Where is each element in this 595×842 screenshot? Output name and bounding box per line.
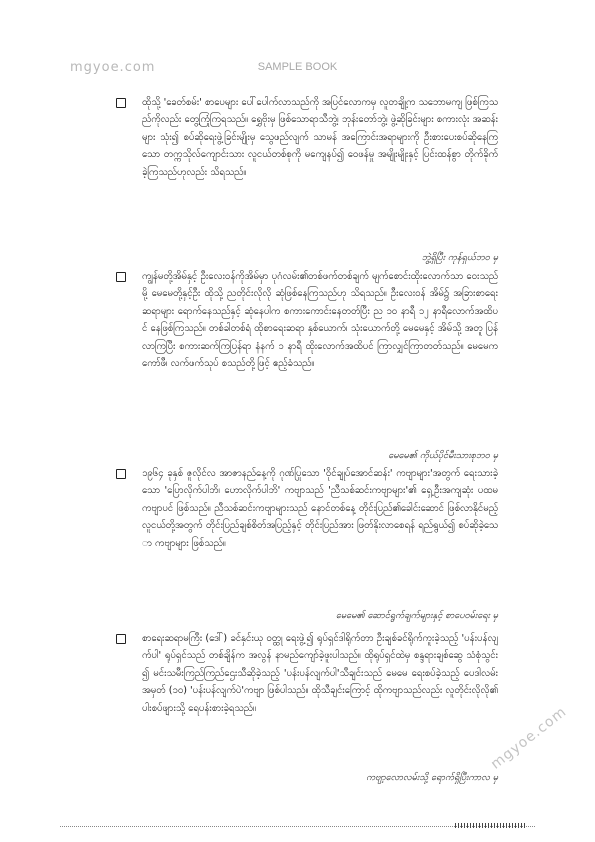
excerpt-source: ကဗျာ့လောလမ်းသို့ ရောက်ရှိပြီးကာလ မှ bbox=[366, 772, 498, 783]
excerpt-text: စာရေးဆရာမကြီး (ဒေါ်) ခင်နှင်းယု ဝတ္ထု ရေးဖွဲ့၍ ရုပ်ရှင်ဒါရိုက်တာ ဦးချစ်ခင်ရိုက်ကူးခဲ့သည့် 'ပန်းပန်လျက်ပါ' ရုပ်ရှင်သည် တစ်ချိန်က အလွန် နာမည်ကျော်ခဲ့ဖူးပါသည်။ ထိုရုပ်ရှင်ထဲမှ စန္ဒရားချစ်ဆွေ သံစုံသွင်း၍ မင်းသမီးကြည်ကြည်ဌေးသီဆိုခဲ့သည့် 'ပန်းပန်လျက်ပါ'သီချင်းသည် မေမေ ရေးစပ်ခဲ့သည့် ပေဒါလမ်းအမှတ် (၁၀) 'ပန်းပန်လျက်ပဲ'ကဗျာ ဖြစ်ပါသည်။ ထိုသီချင်းကြောင့် ထိုကဗျာသည်လည်း လူတိုင်းလိုလို၏ ပါးစပ်ဖျားသို့ ရေပန်းစားခဲ့ရသည်။ bbox=[142, 633, 498, 714]
bottom-scan-mark bbox=[455, 823, 525, 828]
excerpt-3 bbox=[118, 465, 498, 621]
checkbox-bullet-icon bbox=[116, 98, 126, 108]
checkbox-bullet-icon bbox=[116, 272, 126, 282]
excerpt-text: ကျွန်မတို့အိမ်နှင့် ဦးလေးဝန်ကိုအိမ်မှာ ပုဂံလမ်း၏တစ်ဖက်တစ်ချက် မျက်စောင်းထိုးလောက်သာ ဝေးသည်မို့ မေမေတို့နှင့်ဦး ထိုသို့ ညတိုင်းလိုလို ဆုံဖြစ်နေကြသည်ဟု သိရသည်။ ဦးလေးဝန် အိမ်၌ အခြားစာရေးဆရာများ ရောက်နေသည်နှင့် ဆုံနေပါက စကားကောင်းနေတတ်ပြီး ည ၁၀ နာရီ ၁၂ နာရီလောက်အထိပင် နေဖြစ်ကြသည်။ တစ်ခါတစ်ရံ ထိုစာရေးဆရာ နှစ်ယောက်၊ သုံးယောက်တို့ မေမေနှင့် အိမ်သို့ အတူ ပြန်လာကြပြီး စကားဆက်ကြပြန်ရာ နံနက် ၁ နာရီ ထိုးလောက်အထိပင် ကြာလျှင်ကြာတတ်သည်။ မေမေကကော်ဖီ၊ လက်ဖက်သုပ် စသည်တို့ဖြင့် ဧည့်ခံသည်။ bbox=[142, 271, 498, 370]
page-header-title: SAMPLE BOOK bbox=[257, 61, 338, 73]
checkbox-bullet-icon bbox=[116, 634, 126, 644]
excerpt-source: မေမေ၏ ဆောင်ရွက်ချက်များနှင့် စာပေဝမ်းရေး မှ bbox=[335, 610, 498, 621]
excerpt-source: ဘွဲ့ရှိပြီး ကုန်ရှယ်ဘဝ မှ bbox=[421, 252, 498, 263]
watermark-diagonal: mgyoe.com bbox=[488, 703, 570, 773]
excerpt-4 bbox=[118, 630, 498, 783]
checkbox-bullet-icon bbox=[116, 469, 126, 479]
excerpt-text: ၁၉၆၄ ခုနှစ် ဇူလိုင်လ အာဇာနည်နေ့ကို ဂုဏ်ပြုသော 'ဝိုင်ချုပ်အောင်ဆန်း' ကဗျာများ'အတွက် ရေးသားခဲ့သော 'ပြောလိုက်ပါဘိ၊ ဟောလိုက်ပါဘိ' ကဗျာသည် 'ညီသစ်ဆင်းကဗျာများ'၏ ရှေ့ဦးအကျဆုံး ပထမကဗျာပင် ဖြစ်သည်။ ညီသစ်ဆင်းကဗျာများသည် နောင်တစ်နေ့ တိုင်းပြည်၏ခေါင်းဆောင် ဖြစ်လာနိုင်မည့် လူငယ်တို့အတွက် တိုင်းပြည်ချစ်စိတ်အပြည့်နှင့် တိုင်းပြည်အား ဖြတ်နိုးလာစေရန် ရည်ရွယ်၍ စပ်ဆိုခဲ့သော ကဗျာများ ဖြစ်သည်။ bbox=[142, 468, 498, 549]
excerpt-1 bbox=[118, 94, 498, 263]
excerpt-text: ထိုသို့ 'ခေတ်စမ်း' စာပေများ ပေါ်ပေါက်လာသည်ကို အပြင်လောကမှ လူတချို့က သဘောမကျ ဖြစ်ကြသည်ကိုလည်း တွေ့ကြုံကြရသည်။ ရွှေဗိုးမှ ဖြစ်သောရာသီဘွဲ့၊ ဘုန်းတော်ဘွဲ့၊ ဖွဲ့ဆိုခြင်းများ စကားလုံး အဆန်းများ သုံး၍ စပ်ဆိုရေးဖွဲ့ခြင်းမျိုးမှ သွေဖည်လျက် သာမန် အကြောင်းအရာများကို ဦးစားပေးစပ်ဆိုနေကြသော တက္ကသိုလ်ကျောင်းသား လူငယ်တစ်စုကို မကျေနပ်၍ ဝေဖန်မှု အမျိုးမျိုးနှင့် ပြင်းထန်စွာ တိုက်ခိုက်ခဲ့ကြသည်ဟုလည်း သိရသည်။ bbox=[142, 97, 498, 178]
watermark-top: mgyoe.com bbox=[70, 60, 156, 75]
excerpt-2 bbox=[118, 268, 498, 461]
excerpt-source: မေမေ၏ ကိုယ်ပိုင်မီးသားစုဘဝ မှ bbox=[388, 450, 498, 461]
